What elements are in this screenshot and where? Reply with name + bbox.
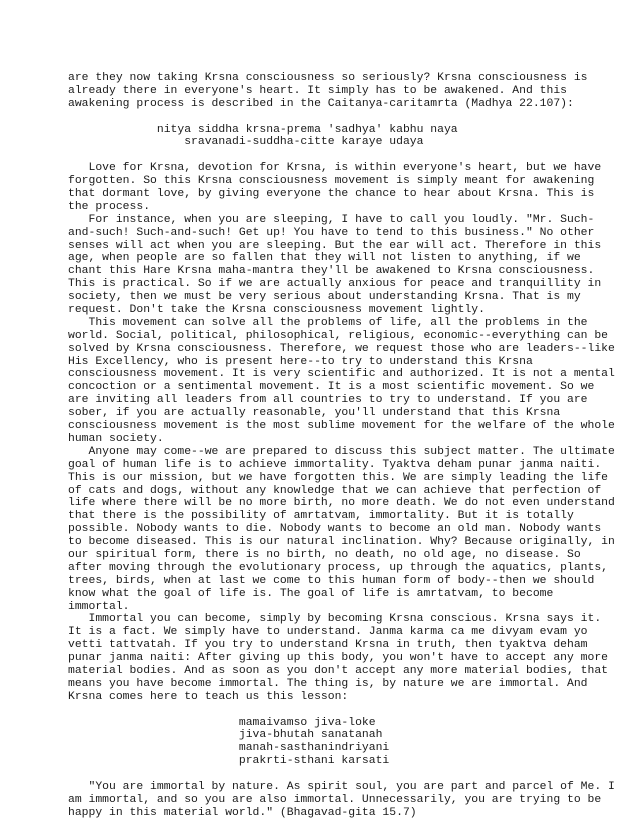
- text-line: already there in everyone's heart. It simply has to be awakened. And this: [68, 84, 567, 97]
- text-line: goal of human life is to achieve immortality. Tyaktva deham punar janma naiti.: [68, 458, 602, 471]
- text-line: sober, if you are actually reasonable, you'll understand that this Krsna: [68, 407, 561, 420]
- text-line: human society.: [68, 432, 164, 445]
- document-page: [68, 72, 615, 820]
- text-line: are they now taking Krsna consciousness so seriously? Krsna consciousness is: [68, 72, 588, 84]
- spacer: [68, 149, 568, 162]
- verse-line: manah-sasthanindriyani: [68, 742, 390, 755]
- text-line: immortal.: [68, 600, 130, 613]
- text-line: and-such! Such-and-such! Get up! You have to tend to this business." No other: [68, 226, 595, 239]
- text-line: consciousness movement. It is very scientific and authorized. It is not a mental: [68, 368, 615, 381]
- text-line: our spiritual form, there is no birth, no death, no old age, no disease. So: [68, 548, 581, 561]
- text-line: that dormant love, by giving everyone the chance to hear about Krsna. This is: [68, 188, 595, 201]
- text-line: age, when people are so fallen that they will not listen to anything, if we: [68, 252, 581, 265]
- text-line: Krsna comes here to teach us this lesson:: [68, 690, 349, 703]
- text-line: am immortal, and so you are also immortal. Unnecessarily, you are trying to be: [68, 793, 602, 806]
- text-line: punar janma naiti: After giving up this body, you won't have to accept any more: [68, 652, 609, 665]
- text-line: forgotten. So this Krsna consciousness movement is simply meant for awakening: [68, 175, 595, 188]
- text-line: "You are immortal by nature. As spirit soul, you are part and parcel of Me. I: [68, 780, 615, 793]
- text-line: chant this Hare Krsna maha-mantra they'll be awakened to Krsna consciousness.: [68, 265, 595, 278]
- verse-line: prakrti-sthani karsati: [68, 755, 390, 768]
- text-line: His Excellency, who is present here--to try to understand this Krsna: [68, 355, 533, 368]
- opening-paragraph: [68, 72, 588, 111]
- text-line: senses will act when you are sleeping. But the ear will act. Therefore in this: [68, 239, 602, 252]
- closing-paragraph: [68, 780, 615, 820]
- text-line: This movement can solve all the problems of life, all the problems in the: [68, 316, 588, 329]
- text-line: know what the goal of life is. The goal of life is amrtatvam, to become: [68, 587, 554, 600]
- spacer: [68, 704, 568, 717]
- text-line: This is our mission, but we have forgotten this. We are simply leading the life: [68, 471, 609, 484]
- text-line: request. Don't take the Krsna consciousness movement lightly.: [68, 304, 485, 317]
- text-line: material bodies. And as soon as you don't accept any more material bodies, that: [68, 664, 609, 677]
- text-line: are inviting all leaders from all countries to try to understand. If you are: [68, 394, 588, 407]
- text-line: concoction or a sentimental movement. It is a most scientific movement. So we: [68, 381, 595, 394]
- text-line: society, then we must be very serious about understanding Krsna. That is my: [68, 291, 581, 304]
- verse-line: mamaivamso jiva-loke: [68, 716, 376, 729]
- text-line: vetti tattvatah. If you try to understand Krsna in truth, then tyaktva deham: [68, 639, 588, 652]
- text-line: solved by Krsna consciousness. Therefore, we request those who are leaders--like: [68, 342, 615, 355]
- text-line: Immortal you can become, simply by becoming Krsna conscious. Krsna says it.: [68, 613, 602, 626]
- text-line: It is a fact. We simply have to understand. Janma karma ca me divyam evam yo: [68, 626, 588, 639]
- verse-line: nitya siddha krsna-prema 'sadhya' kabhu naya: [68, 123, 458, 136]
- text-line: the process.: [68, 200, 151, 213]
- text-line: world. Social, political, philosophical, religious, economic--everything can be: [68, 329, 609, 342]
- text-line: For instance, when you are sleeping, I have to call you loudly. "Mr. Such-: [68, 213, 595, 226]
- text-line: Love for Krsna, devotion for Krsna, is within everyone's heart, but we have: [68, 162, 602, 175]
- verse-block-2: [68, 717, 568, 769]
- body-text: [68, 162, 615, 703]
- text-line: means you have become immortal. The thing is, by nature we are immortal. And: [68, 677, 588, 690]
- text-line: that there is the possibility of amrtatvam, immortality. But it is totally: [68, 510, 574, 523]
- text-line: trees, birds, when at last we come to this human form of body--then we should: [68, 574, 595, 587]
- verse-line: sravanadi-suddha-citte karaye udaya: [68, 136, 424, 149]
- verse-block-1: [68, 124, 568, 150]
- text-line: Anyone may come--we are prepared to discuss this subject matter. The ultimate: [68, 445, 615, 458]
- text-line: consciousness movement is the most sublime movement for the welfare of the whole: [68, 420, 615, 433]
- text-line: life where there will be no more birth, no more death. We do not even understand: [68, 497, 615, 510]
- verse-line: jiva-bhutah sanatanah: [68, 729, 383, 742]
- text-line: possible. Nobody wants to die. Nobody wants to become an old man. Nobody wants: [68, 523, 602, 536]
- text-line: This is practical. So if we are actually anxious for peace and tranquillity in: [68, 278, 602, 291]
- text-line: awakening process is described in the Caitanya-caritamrta (Madhya 22.107):: [68, 97, 574, 110]
- spacer: [68, 111, 568, 124]
- text-line: to become diseased. This is our natural inclination. Why? Because originally, in: [68, 536, 615, 549]
- spacer: [68, 768, 568, 781]
- text-line: of cats and dogs, without any knowledge that we can achieve that perfection of: [68, 484, 602, 497]
- text-line: happy in this material world." (Bhagavad-gita 15.7): [68, 806, 417, 819]
- text-line: after moving through the evolutionary process, up through the aquatics, plants,: [68, 561, 609, 574]
